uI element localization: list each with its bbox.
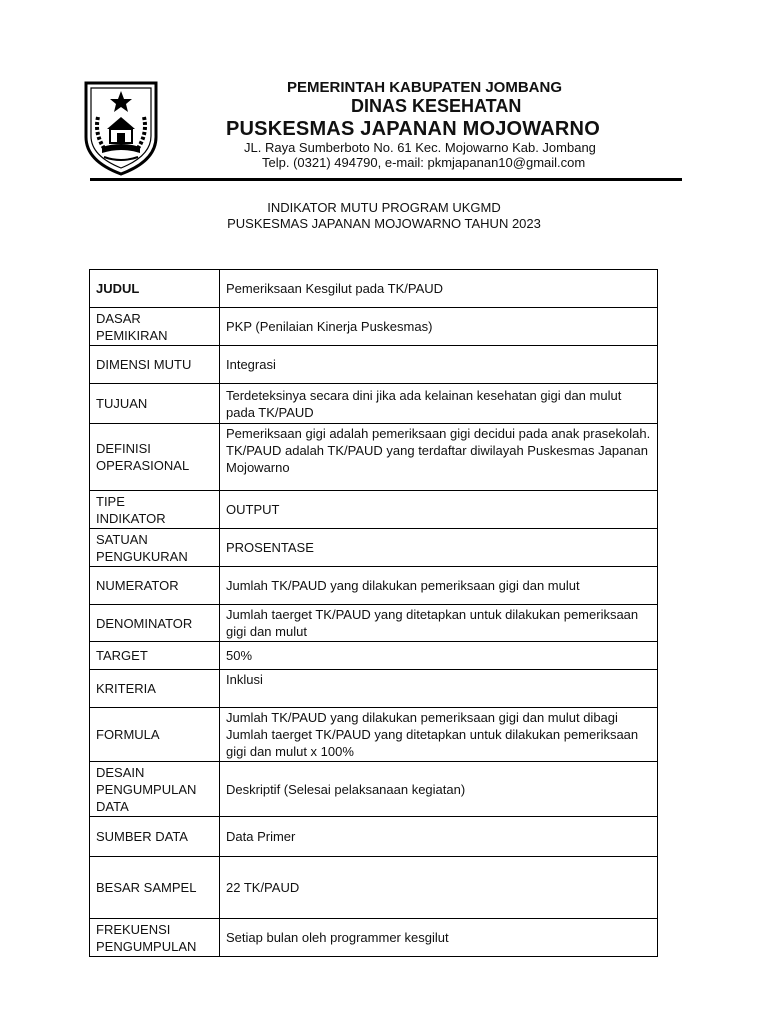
row-value: Inklusi: [220, 670, 658, 708]
row-label: KRITERIA: [90, 670, 220, 708]
row-value: OUTPUT: [220, 491, 658, 529]
row-label: DENOMINATOR: [90, 605, 220, 642]
table-row: [90, 491, 658, 529]
contact-line: Telp. (0321) 494790, e-mail: pkmjapanan10@gmail.com: [262, 155, 586, 170]
row-label: DESAIN PENGUMPULAN DATA: [90, 762, 220, 817]
institution-name: PUSKESMAS JAPANAN MOJOWARNO: [226, 118, 600, 140]
row-value: 50%: [220, 642, 658, 670]
document-subtitle: PUSKESMAS JAPANAN MOJOWARNO TAHUN 2023: [227, 216, 541, 231]
row-label: FORMULA: [90, 708, 220, 762]
row-value: 22 TK/PAUD: [220, 857, 658, 919]
row-label: FREKUENSI PENGUMPULAN: [90, 919, 220, 957]
letterhead-divider: [90, 178, 682, 181]
table-row: [90, 424, 658, 491]
table-row: [90, 308, 658, 346]
row-value: Deskriptif (Selesai pelaksanaan kegiatan): [220, 762, 658, 817]
row-value: Setiap bulan oleh programmer kesgilut: [220, 919, 658, 957]
row-label: TARGET: [90, 642, 220, 670]
row-label: JUDUL: [90, 270, 220, 308]
row-label: SATUAN PENGUKURAN: [90, 529, 220, 567]
row-value: Pemeriksaan Kesgilut pada TK/PAUD: [220, 270, 658, 308]
row-label: BESAR SAMPEL: [90, 857, 220, 919]
row-value: Pemeriksaan gigi adalah pemeriksaan gigi decidui pada anak prasekolah. TK/PAUD adalah TK/PAUD yang terdaftar diwilayah Puskesmas Japanan Mojowarno: [220, 424, 658, 491]
table-row: [90, 670, 658, 708]
row-label: SUMBER DATA: [90, 817, 220, 857]
row-label: DASAR PEMIKIRAN: [90, 308, 220, 346]
address-line: JL. Raya Sumberboto No. 61 Kec. Mojowarno Kab. Jombang: [244, 140, 596, 155]
table-row: [90, 384, 658, 424]
table-row: [90, 919, 658, 957]
row-label: DEFINISI OPERASIONAL: [90, 424, 220, 491]
row-value: Jumlah TK/PAUD yang dilakukan pemeriksaan gigi dan mulut: [220, 567, 658, 605]
table-row: [90, 762, 658, 817]
row-label: NUMERATOR: [90, 567, 220, 605]
table-row: [90, 857, 658, 919]
agency-name: DINAS KESEHATAN: [351, 96, 522, 116]
table-row: [90, 817, 658, 857]
table-row: [90, 270, 658, 308]
table-row: [90, 708, 658, 762]
row-value: Jumlah TK/PAUD yang dilakukan pemeriksaan gigi dan mulut dibagi Jumlah taerget TK/PAUD yang ditetapkan untuk dilakukan pemeriksaan gigi dan mulut x 100%: [220, 708, 658, 762]
row-value: Terdeteksinya secara dini jika ada kelainan kesehatan gigi dan mulut pada TK/PAUD: [220, 384, 658, 424]
row-label: DIMENSI MUTU: [90, 346, 220, 384]
table-row: [90, 567, 658, 605]
row-value: Jumlah taerget TK/PAUD yang ditetapkan untuk dilakukan pemeriksaan gigi dan mulut: [220, 605, 658, 642]
table-row: [90, 529, 658, 567]
document-title: INDIKATOR MUTU PROGRAM UKGMD: [267, 200, 501, 215]
government-name: PEMERINTAH KABUPATEN JOMBANG: [287, 79, 563, 96]
table-row: [90, 642, 658, 670]
indicator-table: [89, 269, 658, 957]
row-value: PROSENTASE: [220, 529, 658, 567]
row-label: TUJUAN: [90, 384, 220, 424]
jombang-coat-of-arms-logo: [80, 77, 162, 177]
row-value: Integrasi: [220, 346, 658, 384]
table-row: [90, 605, 658, 642]
table-row: [90, 346, 658, 384]
row-value: Data Primer: [220, 817, 658, 857]
row-label: TIPE INDIKATOR: [90, 491, 220, 529]
row-value: PKP (Penilaian Kinerja Puskesmas): [220, 308, 658, 346]
